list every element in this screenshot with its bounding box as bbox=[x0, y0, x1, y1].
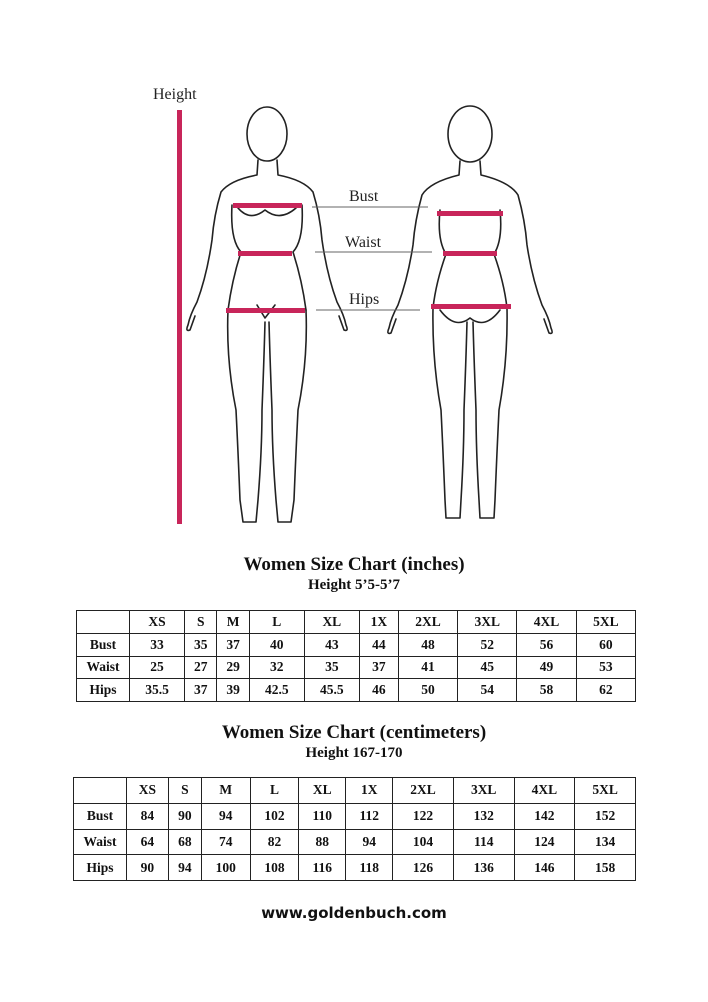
table-cell: 116 bbox=[299, 855, 346, 881]
table-cell: 48 bbox=[398, 633, 457, 656]
back-waist-band bbox=[443, 251, 497, 256]
table-cell: 110 bbox=[299, 803, 346, 829]
table-cell: 45 bbox=[458, 656, 517, 679]
row-header: Waist bbox=[77, 656, 130, 679]
table-cell: 90 bbox=[127, 855, 169, 881]
row-header: Hips bbox=[77, 679, 130, 702]
table-row bbox=[74, 855, 636, 881]
column-header: S bbox=[168, 778, 201, 804]
table-cell: 134 bbox=[575, 829, 636, 855]
table-cell: 94 bbox=[346, 829, 393, 855]
table-cell: 60 bbox=[576, 633, 635, 656]
column-header bbox=[77, 611, 130, 634]
table-cell: 53 bbox=[576, 656, 635, 679]
table-cell: 122 bbox=[393, 803, 454, 829]
row-header: Hips bbox=[74, 855, 127, 881]
column-header: 1X bbox=[359, 611, 398, 634]
column-header: 5XL bbox=[575, 778, 636, 804]
table-cell: 136 bbox=[453, 855, 514, 881]
row-header: Bust bbox=[77, 633, 130, 656]
table-cell: 37 bbox=[359, 656, 398, 679]
table-cell: 74 bbox=[201, 829, 250, 855]
inches-size-table bbox=[76, 610, 636, 702]
table-header-row bbox=[74, 778, 636, 804]
column-header bbox=[74, 778, 127, 804]
table-row bbox=[74, 829, 636, 855]
table-cell: 29 bbox=[217, 656, 249, 679]
column-header: 2XL bbox=[393, 778, 454, 804]
table-cell: 90 bbox=[168, 803, 201, 829]
table-cell: 39 bbox=[217, 679, 249, 702]
centimeters-chart-title: Women Size Chart (centimeters) bbox=[221, 722, 487, 743]
table-cell: 50 bbox=[398, 679, 457, 702]
height-label: Height bbox=[153, 86, 197, 103]
table-cell: 84 bbox=[127, 803, 169, 829]
table-cell: 41 bbox=[398, 656, 457, 679]
height-bar bbox=[177, 110, 182, 524]
table-cell: 118 bbox=[346, 855, 393, 881]
table-cell: 126 bbox=[393, 855, 454, 881]
table-cell: 58 bbox=[517, 679, 576, 702]
column-header: XS bbox=[130, 611, 185, 634]
table-cell: 112 bbox=[346, 803, 393, 829]
table-cell: 100 bbox=[201, 855, 250, 881]
back-figure bbox=[388, 106, 552, 518]
table-row bbox=[77, 679, 636, 702]
table-cell: 32 bbox=[249, 656, 304, 679]
back-bust-band bbox=[437, 211, 503, 216]
column-header: XL bbox=[304, 611, 359, 634]
column-header: 4XL bbox=[514, 778, 575, 804]
table-cell: 104 bbox=[393, 829, 454, 855]
bust-label: Bust bbox=[349, 188, 379, 205]
table-cell: 82 bbox=[250, 829, 299, 855]
table-cell: 94 bbox=[168, 855, 201, 881]
table-cell: 35 bbox=[185, 633, 217, 656]
table-row bbox=[77, 656, 636, 679]
table-cell: 40 bbox=[249, 633, 304, 656]
column-header: XS bbox=[127, 778, 169, 804]
column-header: 1X bbox=[346, 778, 393, 804]
table-cell: 44 bbox=[359, 633, 398, 656]
column-header: S bbox=[185, 611, 217, 634]
centimeters-size-table bbox=[73, 777, 636, 881]
table-cell: 114 bbox=[453, 829, 514, 855]
back-hips-band bbox=[431, 304, 511, 309]
hips-label: Hips bbox=[349, 291, 380, 308]
table-cell: 108 bbox=[250, 855, 299, 881]
table-cell: 146 bbox=[514, 855, 575, 881]
table-cell: 37 bbox=[217, 633, 249, 656]
table-cell: 35.5 bbox=[130, 679, 185, 702]
table-cell: 94 bbox=[201, 803, 250, 829]
column-header: 5XL bbox=[576, 611, 635, 634]
table-cell: 45.5 bbox=[304, 679, 359, 702]
table-cell: 46 bbox=[359, 679, 398, 702]
table-cell: 88 bbox=[299, 829, 346, 855]
column-header: 3XL bbox=[453, 778, 514, 804]
column-header: M bbox=[201, 778, 250, 804]
table-cell: 152 bbox=[575, 803, 636, 829]
row-header: Waist bbox=[74, 829, 127, 855]
centimeters-chart-subtitle: Height 167-170 bbox=[305, 745, 403, 761]
column-header: M bbox=[217, 611, 249, 634]
table-cell: 49 bbox=[517, 656, 576, 679]
table-cell: 33 bbox=[130, 633, 185, 656]
front-figure bbox=[187, 107, 347, 522]
table-row bbox=[74, 803, 636, 829]
table-cell: 25 bbox=[130, 656, 185, 679]
column-header: 2XL bbox=[398, 611, 457, 634]
table-cell: 142 bbox=[514, 803, 575, 829]
table-cell: 56 bbox=[517, 633, 576, 656]
table-cell: 43 bbox=[304, 633, 359, 656]
table-cell: 52 bbox=[458, 633, 517, 656]
column-header: 4XL bbox=[517, 611, 576, 634]
table-cell: 132 bbox=[453, 803, 514, 829]
table-cell: 42.5 bbox=[249, 679, 304, 702]
table-cell: 27 bbox=[185, 656, 217, 679]
table-cell: 64 bbox=[127, 829, 169, 855]
waist-label: Waist bbox=[345, 234, 382, 251]
front-hips-band bbox=[226, 308, 305, 313]
table-cell: 35 bbox=[304, 656, 359, 679]
column-header: L bbox=[250, 778, 299, 804]
table-cell: 158 bbox=[575, 855, 636, 881]
table-cell: 68 bbox=[168, 829, 201, 855]
column-header: L bbox=[249, 611, 304, 634]
table-cell: 37 bbox=[185, 679, 217, 702]
column-header: 3XL bbox=[458, 611, 517, 634]
inches-chart-subtitle: Height 5’5-5’7 bbox=[307, 577, 401, 593]
table-cell: 62 bbox=[576, 679, 635, 702]
table-row bbox=[77, 633, 636, 656]
table-cell: 54 bbox=[458, 679, 517, 702]
table-cell: 102 bbox=[250, 803, 299, 829]
front-waist-band bbox=[238, 251, 292, 256]
website-footer: www.goldenbuch.com bbox=[261, 904, 447, 922]
row-header: Bust bbox=[74, 803, 127, 829]
table-cell: 124 bbox=[514, 829, 575, 855]
inches-chart-title: Women Size Chart (inches) bbox=[243, 554, 465, 575]
table-header-row bbox=[77, 611, 636, 634]
column-header: XL bbox=[299, 778, 346, 804]
front-bust-band bbox=[233, 203, 302, 208]
